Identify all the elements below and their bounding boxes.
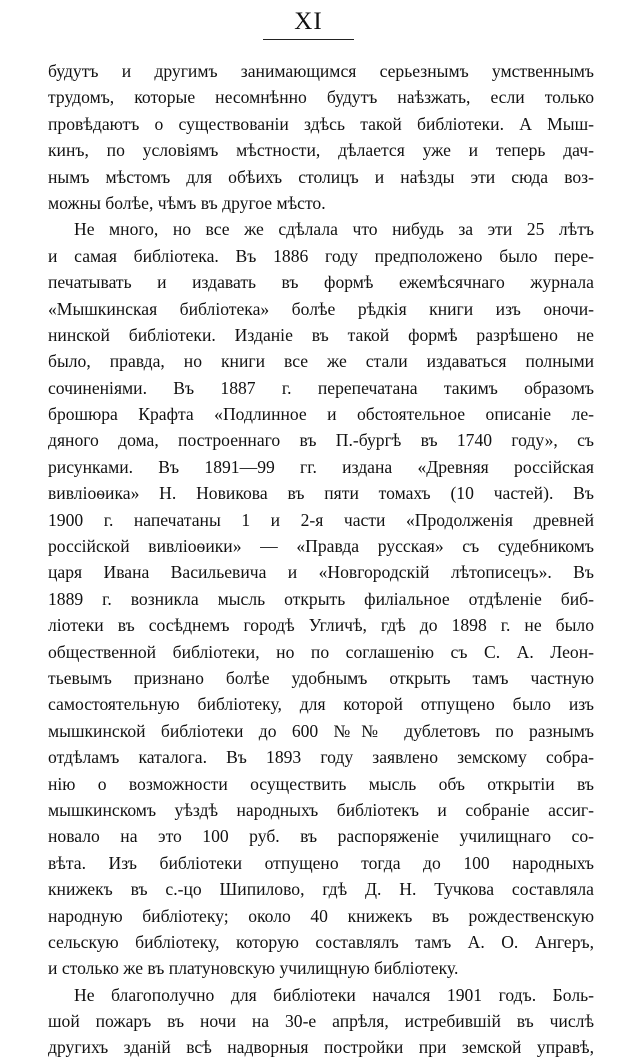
text-line: и самая библiотека. Въ 1886 году предположено было пере- [48,245,594,266]
text-line: и столько же въ платуновскую училищную библiотеку. [48,958,459,979]
text-line: мышкинской библiотеки до 600 №№ дублетовъ по разнымъ [48,720,594,741]
text-line: нинской библiотеки. Изданiе въ такой формѣ разрѣшено не [48,324,594,345]
text-line: сельскую библiотеку, которую составлялъ тамъ А. О. Ангеръ, [48,931,594,952]
text-line: нiю о возможности осуществить мысль объ открытiи въ [48,773,594,794]
text-line: можны болѣе, чѣмъ въ другое мѣсто. [48,192,326,213]
text-line: шой пожаръ въ ночи на 30-е апрѣля, истребившiй въ числѣ [48,1011,594,1032]
text-line: провѣдаютъ о существованiи здѣсь такой библiотеки. А Мыш- [48,113,594,134]
text-line: будутъ и другимъ занимающимся серьезнымъ умственнымъ [48,61,594,81]
text-line: вѣта. Изъ библiотеки отпущено тогда до 100 народныхъ [48,852,594,873]
text-line: тьевымъ признано болѣе удобнымъ открыть тамъ частную [48,667,594,688]
text-line: другихъ зданiй всѣ надворныя постройки при земской управѣ, [48,1037,594,1058]
paragraph-start-line: Не благополучно для библiотеки начался 1901 годъ. Боль- [74,984,594,1005]
text-line: трудомъ, которые несомнѣнно будутъ наѣзжать, если только [48,87,594,108]
text-line: народную библiотеку; около 40 книжекъ въ рождественскую [48,905,594,926]
header-rule [263,39,354,40]
text-line: было, правда, но книги все же стали издаваться полными [48,351,594,372]
paragraph-start-line: Не много, но все же сдѣлала что нибудь за эти 25 лѣтъ [74,219,594,240]
text-line: 1889 г. возникла мысль открыть филiальное отдѣленiе биб- [48,588,594,609]
text-line: вивлiоѳика» Н. Новикова въ пяти томахъ (10 частей). Въ [48,483,594,504]
text-line: новало на это 100 руб. въ распоряженiе училищнаго со- [48,826,594,847]
text-line: «Мышкинская библiотека» болѣе рѣдкiя книги изъ оночи- [48,298,594,319]
text-line: печатывать и издавать въ формѣ ежемѣсячнаго журнала [48,272,594,293]
text-line: отдѣламъ каталога. Въ 1893 году заявлено земскому собра- [48,747,594,768]
page-number: XI [294,8,323,35]
text-line: дяного дома, построеннаго въ П.-бургѣ въ 1740 году», съ [48,430,594,451]
text-line: россiйской вивлiоѳики» — «Правда русская» съ судебникомъ [48,536,594,557]
text-line: общественной библiотеки, но по соглашенiю съ С. А. Леон- [48,641,594,662]
text-line: царя Ивана Васильевича и «Новгородскiй лѣтописецъ». Въ [48,562,594,583]
text-line: 1900 г. напечатаны 1 и 2-я части «Продолженiя древней [48,509,594,530]
text-line: самостоятельную библiотеку, для которой отпущено было изъ [48,694,594,715]
text-line: мышкинскомъ уѣздѣ народныхъ библiотекъ и собранiе ассиг- [48,799,594,820]
text-line: сочиненiями. Въ 1887 г. перепечатана такимъ образомъ [48,377,594,398]
text-line: брошюра Крафта «Подлинное и обстоятельное описанiе ле- [48,404,594,425]
text-line: кинъ, по условiямъ мѣстности, дѣлается уже и теперь дач- [48,140,594,161]
text-line: книжекъ въ с.-цо Шипилово, гдѣ Д. Н. Тучкова составляла [48,879,594,900]
text-line: рисунками. Въ 1891—99 гг. издана «Древняя россiйская [48,456,594,477]
page-text [48,58,594,1061]
text-line: нымъ мѣстомъ для обѣихъ столицъ и наѣзды эти сюда воз- [48,166,594,187]
text-line: лiотеки въ сосѣднемъ городѣ Угличѣ, гдѣ до 1898 г. не было [48,615,594,636]
